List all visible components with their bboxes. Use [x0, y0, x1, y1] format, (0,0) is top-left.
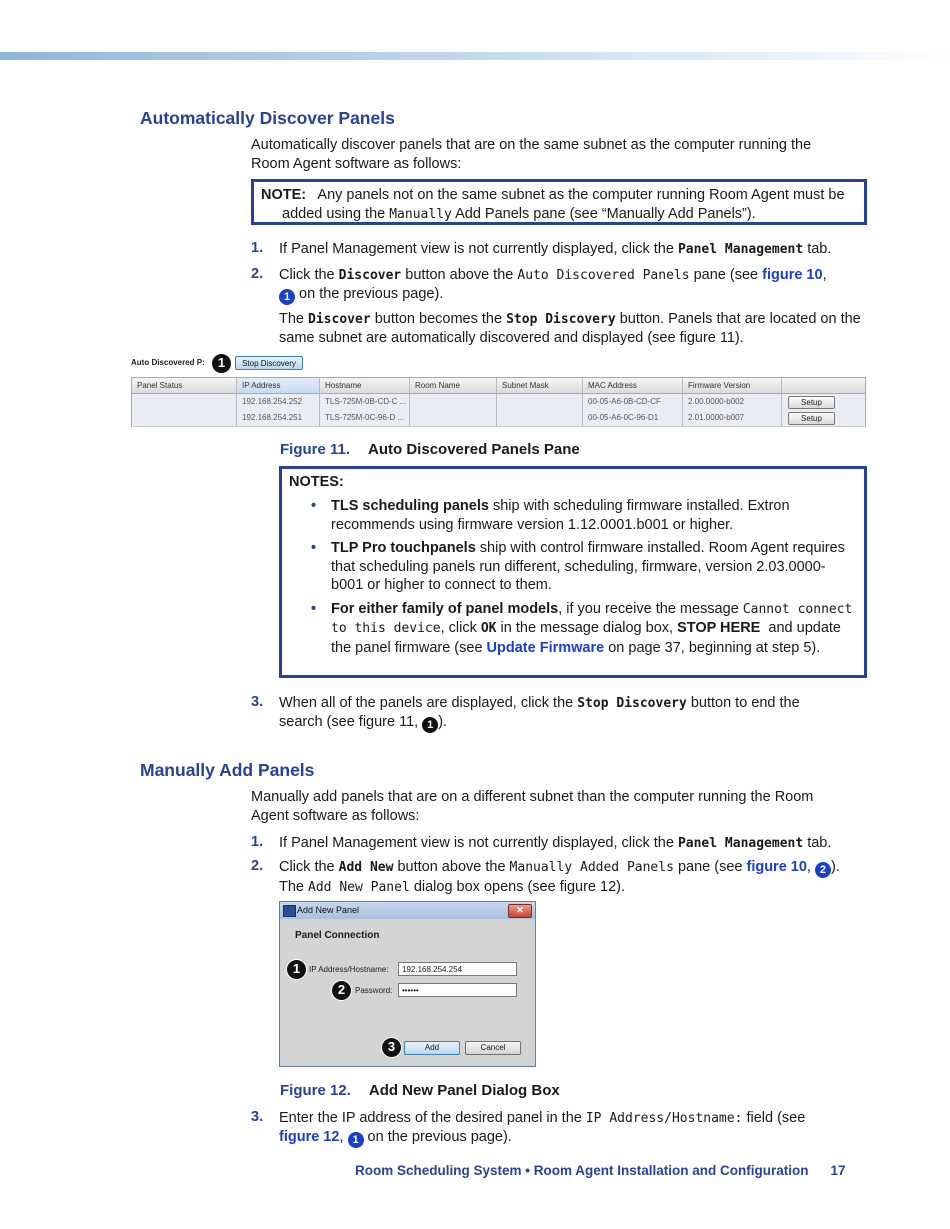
step-number: 2.	[251, 858, 264, 874]
callout-1-icon: 1	[348, 1132, 364, 1148]
password-label: Password:	[355, 986, 393, 995]
page-number: 17	[830, 1163, 846, 1178]
update-firmware-link[interactable]: Update Firmware	[486, 639, 605, 656]
stop-discovery-button[interactable]: Stop Discovery	[235, 356, 303, 370]
notes-box	[279, 466, 867, 678]
step-number: 1.	[251, 834, 264, 850]
note-label: NOTE:	[261, 187, 307, 203]
header-gradient-bar	[0, 52, 950, 60]
notes-label: NOTES:	[289, 474, 344, 490]
column-header[interactable]: Room Name	[410, 378, 497, 393]
step-2-text: Click the Discover button above the Auto Discovered Panels pane (see figure 10, 1 on the previous page).	[279, 267, 827, 303]
callout-1-icon: 1	[279, 289, 295, 305]
step-2-text: Click the Add New button above the Manually Added Panels pane (see figure 10, 2 ). The Add New Panel dialog box opens (see figure 12).	[279, 859, 840, 895]
note-item-either: • For either family of panel models, if you receive the message Cannot connect to this device, click OK in the message dialog box, STOP HERE and update the panel firmware (see Update Firmware on page 37, beginning at step 5).	[311, 600, 853, 656]
dialog-title-bar	[280, 902, 535, 919]
app-icon	[283, 905, 296, 917]
auto-discovered-panels-table	[131, 377, 866, 427]
column-header[interactable]: Subnet Mask	[497, 378, 583, 393]
step-1-text: If Panel Management view is not currently displayed, click the Panel Management tab.	[279, 241, 832, 257]
note-text-a: Any panels not on the same subnet as the computer running Room Agent must be added using the	[282, 187, 845, 222]
callout-2-icon: 2	[815, 862, 831, 878]
table-header	[132, 378, 865, 394]
dialog-body	[284, 920, 531, 1062]
column-header[interactable]: Firmware Version	[683, 378, 782, 393]
callout-1-icon: 1	[211, 353, 232, 374]
password-input[interactable]: ••••••	[398, 983, 517, 997]
figure-10-link[interactable]: figure 10	[746, 859, 807, 875]
setup-button[interactable]: Setup	[788, 396, 835, 409]
figure-11-caption: Figure 11. Auto Discovered Panels Pane	[280, 441, 580, 458]
ip-address-label: IP Address/Hostname:	[309, 965, 389, 974]
step-number: 3.	[251, 1109, 264, 1125]
manual-add-intro: Manually add panels that are on a different subnet than the computer running the Room Agent software as follows:	[251, 789, 814, 824]
footer-title: Room Scheduling System • Room Agent Installation and Configuration	[355, 1163, 809, 1178]
column-header[interactable]: IP Address	[237, 378, 320, 393]
add-button[interactable]: Add	[404, 1041, 460, 1055]
column-header[interactable]: Hostname	[320, 378, 410, 393]
table-row[interactable]: 192.168.254.251 TLS-725M-0C-96-D ... 00-05-A6-0C-96-D1 2.01.0000-b007 Setup	[132, 410, 865, 427]
callout-1-icon: 1	[286, 959, 307, 980]
auto-discovered-pane-label: Auto Discovered P:	[131, 358, 205, 367]
column-header	[782, 378, 865, 393]
page-footer	[355, 1163, 846, 1178]
note-box	[251, 179, 867, 225]
step-3-text: When all of the panels are displayed, click the Stop Discovery button to end the search (see figure 11, 1 ).	[279, 695, 800, 731]
dialog-title: Add New Panel	[297, 905, 360, 915]
step-1-text: If Panel Management view is not currently displayed, click the Panel Management tab.	[279, 835, 832, 851]
step-number: 1.	[251, 240, 264, 256]
step-number: 2.	[251, 266, 264, 282]
callout-2-icon: 2	[331, 980, 352, 1001]
table-row[interactable]: 192.168.254.252 TLS-725M-0B-CD-C ... 00-05-A6-0B-CD-CF 2.00.0000-b002 Setup	[132, 394, 865, 411]
note-text-b: Add Panels pane (see “Manually Add Panels”).	[455, 205, 756, 222]
auto-discover-intro: Automatically discover panels that are on the same subnet as the computer running the Room Agent software as follows:	[251, 137, 812, 172]
figure-12-link[interactable]: figure 12	[279, 1129, 340, 1145]
setup-button[interactable]: Setup	[788, 412, 835, 425]
section-heading-manual-add: Manually Add Panels	[140, 760, 315, 780]
cancel-button[interactable]: Cancel	[465, 1041, 521, 1055]
ip-address-input[interactable]: 192.168.254.254	[398, 962, 517, 976]
add-new-panel-dialog	[279, 901, 536, 1067]
note-item-tls: • TLS scheduling panels ship with scheduling firmware installed. Extron recommends using firmware version 1.12.0001.b001 or higher.	[311, 498, 790, 533]
callout-3-icon: 3	[381, 1037, 402, 1058]
panel-connection-title: Panel Connection	[295, 930, 380, 941]
section-heading-auto-discover: Automatically Discover Panels	[140, 108, 395, 128]
step-3-text: Enter the IP address of the desired panel in the IP Address/Hostname: field (see figure 12, 1 on the previous page).	[279, 1110, 806, 1146]
column-header[interactable]: Panel Status	[132, 378, 237, 393]
step-2-subtext: The Discover button becomes the Stop Discovery button. Panels that are located on the same subnet are automatically discovered and displayed (see figure 11).	[279, 311, 861, 346]
figure-10-link[interactable]: figure 10	[762, 267, 823, 283]
callout-1-icon: 1	[422, 717, 438, 733]
note-mono: Manually	[389, 206, 452, 222]
note-item-tlp: • TLP Pro touchpanels ship with control firmware installed. Room Agent requires that scheduling panels run different, scheduling, firmware, version 2.03.0000-b001 or higher to connect to them.	[311, 540, 845, 593]
step-number: 3.	[251, 694, 264, 710]
close-icon[interactable]: ✕	[508, 904, 532, 918]
figure-12-caption: Figure 12. Add New Panel Dialog Box	[280, 1082, 560, 1099]
column-header[interactable]: MAC Address	[583, 378, 683, 393]
